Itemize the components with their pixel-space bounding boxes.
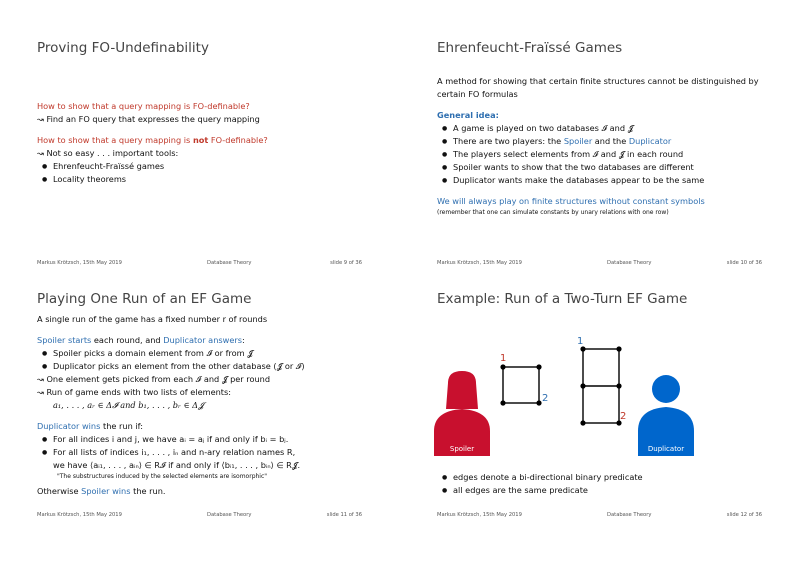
pick-label: 1: [577, 336, 584, 347]
answer-fo-definable: ↝ Find an FO query that expresses the query mapping: [37, 114, 260, 124]
list-item: ● Locality theorems: [37, 173, 386, 186]
intro-text: A method for showing that certain finite structures cannot be distinguished by certain FO formulas: [437, 76, 759, 99]
duplicator-label: Duplicator: [647, 445, 685, 453]
duplicator-wins-text: Duplicator wins the run if:: [37, 421, 143, 431]
list-item: ● Ehrenfeucht-Fraïssé games: [37, 160, 386, 173]
graph-node: [580, 383, 585, 388]
slide-title: Example: Run of a Two-Turn EF Game: [437, 291, 688, 307]
general-idea-heading: General idea:: [437, 110, 499, 120]
graph-node: [536, 400, 541, 405]
diagram-notes: [437, 471, 786, 497]
list-item: ● The players select elements from 𝓘 and 𝓙 in each round: [437, 148, 786, 161]
tools-list: [37, 160, 386, 186]
ef-game-diagram: [400, 331, 800, 491]
idea-list: [437, 122, 786, 187]
slide-title: Playing One Run of an EF Game: [37, 291, 252, 307]
list-item: ● Duplicator picks an element from the other database (𝓙 or 𝓘): [37, 360, 386, 373]
slide-body: [437, 471, 786, 497]
graph-node: [580, 420, 585, 425]
spoiler-figure: [434, 371, 490, 456]
right-ladder-graph: [583, 349, 619, 423]
list-item: ● For all lists of indices i₁, . . . , iₙ and n-ary relation names R, we have ⟨aᵢ₁, . . . , aᵢₙ⟩ ∈ R𝓘 if and only if ⟨bᵢ₁, . . . , bᵢₙ⟩ ∈ R𝓙.: [37, 446, 386, 472]
slide-11: Playing One Run of an EF Game A single run of the game has a fixed number r of rounds Spoiler starts each round, and Duplicator answers: ● Spoiler picks a domain element from 𝓘 or from 𝓙 ● Duplicator picks an element from the other database (𝓙 or 𝓘) ↝ One element gets picked from each 𝓘 and 𝓙 per round ↝ Run of game ends with two lists of elements: a₁, . . . , aᵣ ∈ Δ𝓘 and b₁, . . . , bᵣ ∈ Δ𝓙 Duplicator wins the run if: ● For all indices i and j, we have aᵢ = aⱼ if and only if bᵢ = bⱼ. ● For all lists of indices i₁, . . . , iₙ and n-ary relation names R, we have ⟨aᵢ₁, . . . , aᵢₙ⟩ ∈ R𝓘 if and only if ⟨bᵢ₁, . . . , bᵢₙ⟩ ∈ R𝓙. "The substructures induced by the selected elements are isomorphic" Otherwise Spoiler wins the run. Markus Krötzsch, 15th May 2019 Database Theory slide 11 of 36: [0, 283, 400, 566]
list-item: ● edges denote a bi-directional binary predicate: [437, 471, 786, 484]
turn-order-text: Spoiler starts each round, and Duplicator answers:: [37, 335, 245, 345]
slide-12: Example: Run of a Two-Turn EF Game Spoiler 1 2 1 2 Duplicator ● edges denote a bi-directional binary predicate ● all edges are the same predicate Markus Krötzsch, 15th May 2019 Database Theory slide 12 of 36: [400, 283, 800, 566]
graph-node: [536, 364, 541, 369]
turn-list: [37, 347, 386, 373]
run-end-text: ↝ Run of game ends with two lists of elements:: [37, 387, 232, 397]
graph-node: [500, 364, 505, 369]
graph-node: [616, 383, 621, 388]
slide-10: Ehrenfeucht-Fraïssé Games A method for showing that certain finite structures cannot be distinguished by certain FO formulas General idea: ● A game is played on two databases 𝓘 and 𝓙 ● There are two players: the Spoiler and the Duplicator ● The players select elements from 𝓘 and 𝓙 in each round ● Spoiler wants to show that the two databases are different ● Duplicator wants make the databases appear to be the same We will always play on finite structures without constant symbols (remember that one can simulate constants by unary relations with one row) Markus Krötzsch, 15th May 2019 Database Theory slide 10 of 36: [400, 0, 800, 283]
duplicator-figure: [638, 375, 694, 456]
slide-body: [37, 313, 386, 498]
list-item: ● all edges are the same predicate: [437, 484, 786, 497]
slide-body: [437, 75, 786, 217]
list-item: ● Spoiler wants to show that the two databases are different: [437, 161, 786, 174]
pick-label: 2: [542, 393, 549, 404]
slide-9: Proving FO-Undefinability How to show that a query mapping is FO-definable? ↝ Find an FO query that expresses the query mapping How to show that a query mapping is not FO-definable? ↝ Not so easy . . . important tools: ● Ehrenfeucht-Fraïssé games ● Locality theorems Markus Krötzsch, 15th May 2019 Database Theory slide 9 of 36: [0, 0, 400, 283]
win-conditions: [37, 433, 386, 472]
graph-node: [616, 346, 621, 351]
question-not-fo-definable: How to show that a query mapping is not FO-definable?: [37, 135, 268, 145]
element-lists-formula: a₁, . . . , aᵣ ∈ Δ𝓘 and b₁, . . . , bᵣ ∈ Δ𝓙: [53, 400, 204, 410]
list-item: ● A game is played on two databases 𝓘 and 𝓙: [437, 122, 786, 135]
slide-title: Proving FO-Undefinability: [37, 40, 209, 56]
left-square-graph: [503, 367, 539, 403]
spoiler-wins-text: Otherwise Spoiler wins the run.: [37, 486, 166, 496]
note-text: We will always play on finite structures without constant symbols: [437, 196, 705, 206]
graph-node: [580, 346, 585, 351]
pick-label: 1: [500, 353, 507, 364]
per-round-text: ↝ One element gets picked from each 𝓘 and 𝓙 per round: [37, 374, 271, 384]
list-item: ● There are two players: the Spoiler and the Duplicator: [437, 135, 786, 148]
isomorphic-note: "The substructures induced by the selected elements are isomorphic": [57, 473, 268, 480]
rounds-text: A single run of the game has a fixed number r of rounds: [37, 314, 268, 324]
slide-title: Ehrenfeucht-Fraïssé Games: [437, 40, 623, 56]
list-item: ● Duplicator wants make the databases appear to be the same: [437, 174, 786, 187]
list-item: ● Spoiler picks a domain element from 𝓘 or from 𝓙: [37, 347, 386, 360]
question-fo-definable: How to show that a query mapping is FO-definable?: [37, 101, 250, 111]
answer-not-fo-definable: ↝ Not so easy . . . important tools:: [37, 148, 179, 158]
note-subtext: (remember that one can simulate constants by unary relations with one row): [437, 209, 669, 216]
slide-body: [37, 100, 386, 186]
pick-label: 2: [620, 411, 627, 422]
graph-node: [500, 400, 505, 405]
list-item: ● For all indices i and j, we have aᵢ = aⱼ if and only if bᵢ = bⱼ.: [37, 433, 386, 446]
spoiler-label: Spoiler: [449, 445, 475, 453]
